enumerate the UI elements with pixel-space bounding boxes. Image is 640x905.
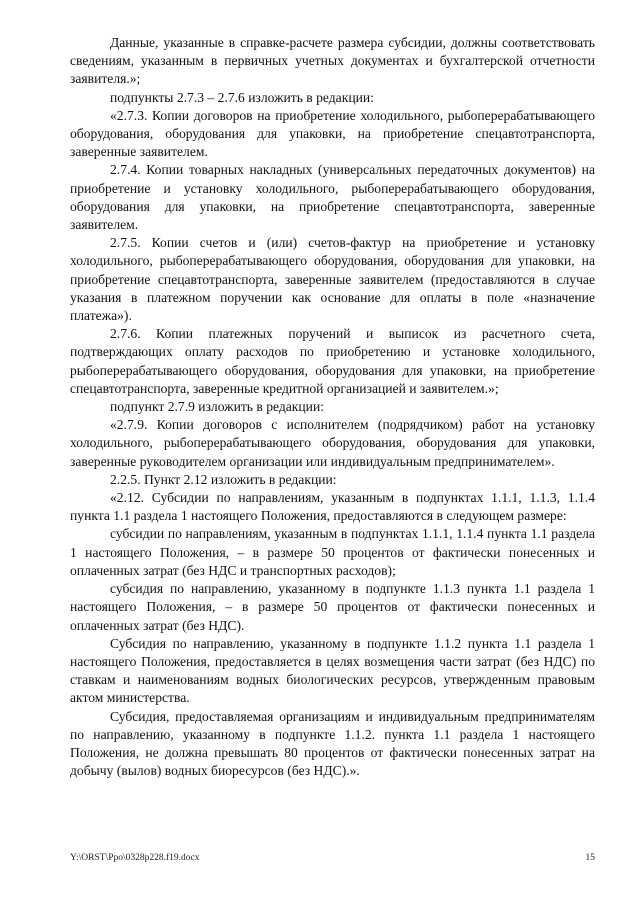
document-body — [70, 34, 595, 780]
paragraph: подпункты 2.7.3 – 2.7.6 изложить в редакции: — [110, 89, 374, 105]
paragraph: 2.7.6. Копии платежных поручений и выписок из расчетного счета, подтверждающих оплату расходов по приобретению и установке холодильного, рыбоперерабатывающего оборудования, оборудования для упаковки, на приобретение спецавтотранспорта, заверенные кредитной организацией и заявителем.»; — [70, 326, 595, 396]
page-number: 15 — [585, 853, 595, 863]
paragraph: «2.12. Субсидии по направлениям, указанным в подпунктах 1.1.1, 1.1.3, 1.1.4 пункта 1.1 раздела 1 настоящего Положения, предоставляются в следующем размере: — [70, 490, 595, 524]
paragraph: Субсидия, предоставляемая организациям и индивидуальным предпринимателям по направлению, указанному в подпункте 1.1.2. пункта 1.1 раздела 1 настоящего Положения, не должна превышать 80 процентов от фактически понесенных затрат на добычу (вылов) водных биоресурсов (без НДС).». — [70, 708, 595, 779]
file-path: Y:\ORST\Ppo\0328p228.f19.docx — [70, 853, 200, 863]
paragraph: Данные, указанные в справке-расчете размера субсидии, должны соответствовать сведениям, указанным в первичных учетных документах и бухгалтерской отчетности заявителя.»; — [70, 35, 595, 87]
paragraph: «2.7.3. Копии договоров на приобретение холодильного, рыбоперерабатывающего оборудования, оборудования для упаковки, на приобретение спецавтотранспорта, заверенные заявителем. — [70, 107, 595, 160]
paragraph: 2.7.5. Копии счетов и (или) счетов-фактур на приобретение и установку холодильного, рыбоперерабатывающего оборудования, оборудования для упаковки, на приобретение спецавтотранспорта, заверенные заявителем (предоставляются в случае указания в платежном поручении как основание для оплаты в поле «назначение платежа»). — [70, 235, 595, 324]
paragraph: 2.7.4. Копии товарных накладных (универсальных передаточных документов) на приобретение и установку холодильного, рыбоперерабатывающего оборудования, оборудования для упаковки, на приобретение спецавтотранспорта, заверенные заявителем. — [70, 162, 595, 233]
paragraph: субсидия по направлению, указанному в подпункте 1.1.3 пункта 1.1 раздела 1 настоящего Положения, – в размере 50 процентов от фактически понесенных и оплаченных затрат (без НДС). — [70, 581, 595, 633]
paragraph: подпункт 2.7.9 изложить в редакции: — [110, 399, 325, 415]
paragraph: 2.2.5. Пункт 2.12 изложить в редакции: — [110, 471, 337, 487]
paragraph: Субсидия по направлению, указанному в подпункте 1.1.2 пункта 1.1 раздела 1 настоящего Положения, предоставляется в целях возмещения части затрат (без НДС) по ставкам и наименованиям водных биологических ресурсов, утвержденным правовым актом министерства. — [70, 635, 595, 706]
paragraph: субсидии по направлениям, указанным в подпунктах 1.1.1, 1.1.4 пункта 1.1 раздела 1 настоящего Положения, – в размере 50 процентов от фактически понесенных и оплаченных затрат (без НДС и транспортных расходов); — [70, 526, 595, 578]
paragraph: «2.7.9. Копии договоров с исполнителем (подрядчиком) работ на установку холодильного, рыбоперерабатывающего оборудования, оборудования для упаковки, заверенные руководителем организации или индивидуальным предпринимателем». — [70, 417, 595, 469]
